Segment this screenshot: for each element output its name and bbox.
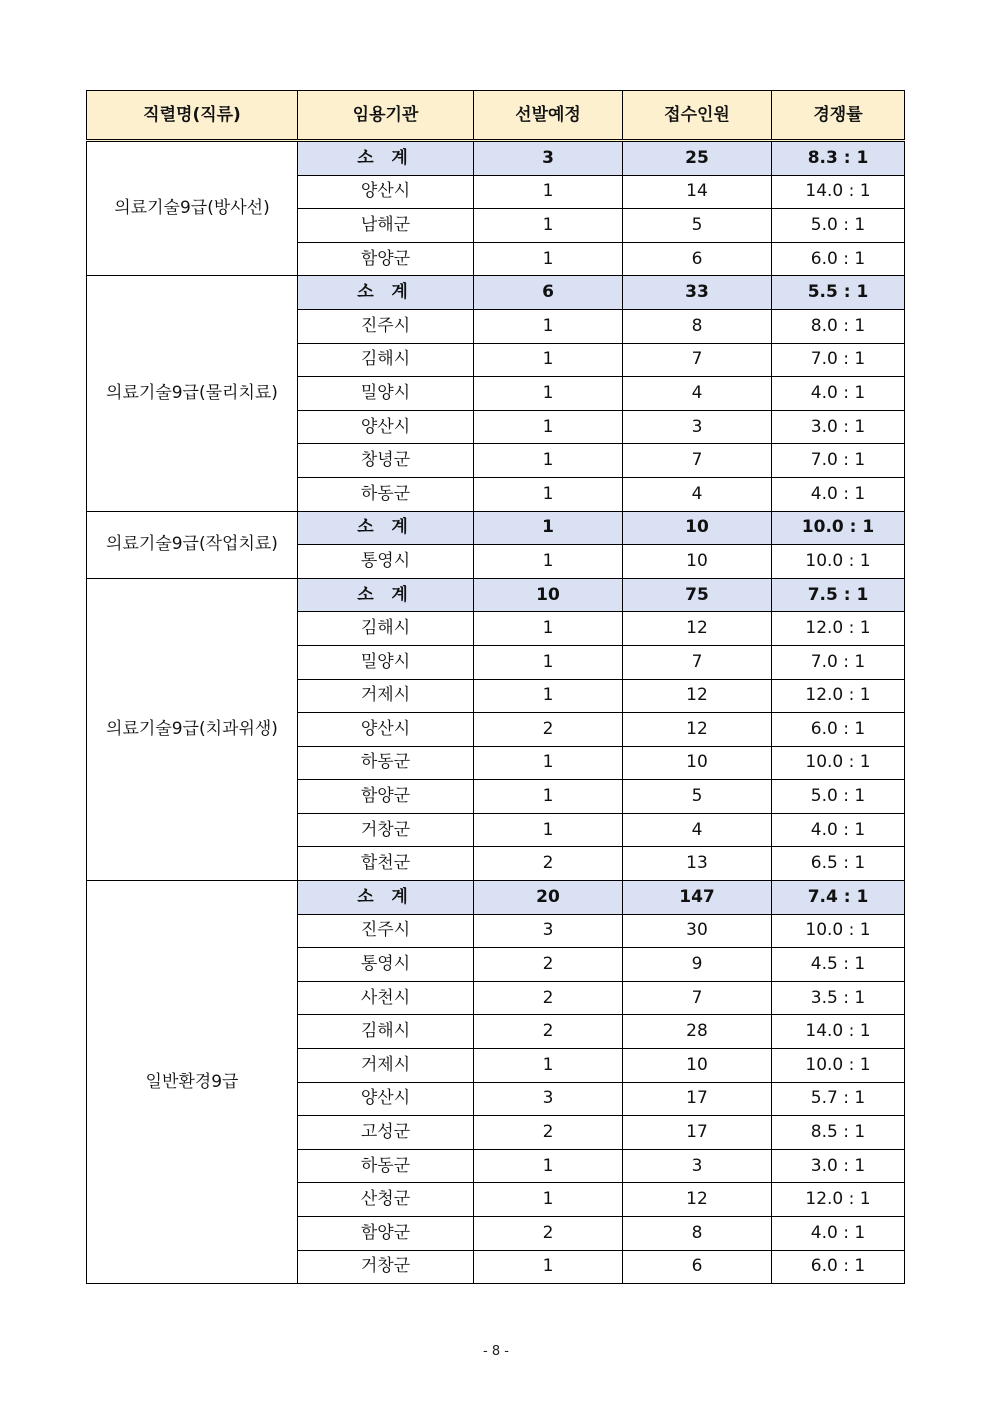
ratio-cell: 3.0 : 1 (772, 410, 905, 444)
subtotal-row (87, 578, 905, 612)
agency-cell: 양산시 (298, 713, 474, 747)
page-number: - 8 - (483, 1344, 509, 1359)
planned-cell: 1 (474, 209, 623, 243)
planned-cell: 1 (474, 1149, 623, 1183)
applicants-cell: 4 (623, 813, 772, 847)
ratio-cell: 12.0 : 1 (772, 1183, 905, 1217)
planned-cell: 1 (474, 746, 623, 780)
planned-cell: 1 (474, 1250, 623, 1284)
agency-cell: 합천군 (298, 847, 474, 881)
planned-cell: 1 (474, 545, 623, 579)
planned-cell: 3 (474, 914, 623, 948)
agency-cell: 소 계 (298, 141, 474, 176)
planned-cell: 3 (474, 1082, 623, 1116)
ratio-cell: 5.5 : 1 (772, 276, 905, 310)
applicants-cell: 30 (623, 914, 772, 948)
header-planned: 선발예정 (474, 91, 623, 141)
table-body (87, 141, 905, 1284)
applicants-cell: 75 (623, 578, 772, 612)
agency-cell: 하동군 (298, 477, 474, 511)
ratio-cell: 7.0 : 1 (772, 343, 905, 377)
applicants-cell: 6 (623, 1250, 772, 1284)
applicants-cell: 8 (623, 1217, 772, 1251)
agency-cell: 소 계 (298, 276, 474, 310)
header-ratio: 경쟁률 (772, 91, 905, 141)
ratio-cell: 14.0 : 1 (772, 1015, 905, 1049)
ratio-cell: 4.0 : 1 (772, 477, 905, 511)
agency-cell: 함양군 (298, 1217, 474, 1251)
planned-cell: 1 (474, 377, 623, 411)
agency-cell: 사천시 (298, 981, 474, 1015)
applicants-cell: 4 (623, 477, 772, 511)
ratio-cell: 14.0 : 1 (772, 175, 905, 209)
table-header-row (87, 91, 905, 141)
ratio-cell: 5.0 : 1 (772, 209, 905, 243)
ratio-cell: 10.0 : 1 (772, 1049, 905, 1083)
agency-cell: 거창군 (298, 1250, 474, 1284)
applicants-cell: 7 (623, 444, 772, 478)
ratio-cell: 7.5 : 1 (772, 578, 905, 612)
planned-cell: 1 (474, 175, 623, 209)
agency-cell: 양산시 (298, 410, 474, 444)
applicants-cell: 10 (623, 746, 772, 780)
agency-cell: 고성군 (298, 1116, 474, 1150)
applicants-cell: 8 (623, 309, 772, 343)
subtotal-row (87, 881, 905, 915)
planned-cell: 1 (474, 1049, 623, 1083)
planned-cell: 2 (474, 981, 623, 1015)
position-name-cell: 일반환경9급 (87, 881, 298, 1284)
planned-cell: 1 (474, 645, 623, 679)
applicants-cell: 4 (623, 377, 772, 411)
planned-cell: 2 (474, 1116, 623, 1150)
ratio-cell: 8.5 : 1 (772, 1116, 905, 1150)
subtotal-row (87, 141, 905, 176)
ratio-cell: 5.0 : 1 (772, 780, 905, 814)
position-name-cell: 의료기술9급(물리치료) (87, 276, 298, 511)
planned-cell: 1 (474, 343, 623, 377)
planned-cell: 1 (474, 309, 623, 343)
planned-cell: 10 (474, 578, 623, 612)
recruitment-table (86, 90, 905, 1284)
agency-cell: 거제시 (298, 1049, 474, 1083)
planned-cell: 2 (474, 713, 623, 747)
ratio-cell: 10.0 : 1 (772, 914, 905, 948)
applicants-cell: 7 (623, 645, 772, 679)
planned-cell: 3 (474, 141, 623, 176)
planned-cell: 1 (474, 242, 623, 276)
agency-cell: 함양군 (298, 780, 474, 814)
planned-cell: 1 (474, 410, 623, 444)
planned-cell: 1 (474, 1183, 623, 1217)
planned-cell: 1 (474, 477, 623, 511)
agency-cell: 김해시 (298, 343, 474, 377)
planned-cell: 2 (474, 1217, 623, 1251)
ratio-cell: 5.7 : 1 (772, 1082, 905, 1116)
agency-cell: 창녕군 (298, 444, 474, 478)
agency-cell: 소 계 (298, 578, 474, 612)
agency-cell: 양산시 (298, 1082, 474, 1116)
agency-cell: 통영시 (298, 948, 474, 982)
applicants-cell: 10 (623, 1049, 772, 1083)
planned-cell: 2 (474, 948, 623, 982)
applicants-cell: 9 (623, 948, 772, 982)
ratio-cell: 6.0 : 1 (772, 242, 905, 276)
planned-cell: 1 (474, 780, 623, 814)
applicants-cell: 10 (623, 511, 772, 545)
position-name-cell: 의료기술9급(방사선) (87, 141, 298, 276)
agency-cell: 하동군 (298, 746, 474, 780)
ratio-cell: 3.5 : 1 (772, 981, 905, 1015)
header-agency: 임용기관 (298, 91, 474, 141)
position-name-cell: 의료기술9급(작업치료) (87, 511, 298, 578)
ratio-cell: 4.0 : 1 (772, 1217, 905, 1251)
ratio-cell: 8.0 : 1 (772, 309, 905, 343)
planned-cell: 1 (474, 679, 623, 713)
ratio-cell: 3.0 : 1 (772, 1149, 905, 1183)
agency-cell: 거제시 (298, 679, 474, 713)
agency-cell: 함양군 (298, 242, 474, 276)
planned-cell: 20 (474, 881, 623, 915)
applicants-cell: 6 (623, 242, 772, 276)
applicants-cell: 17 (623, 1082, 772, 1116)
ratio-cell: 12.0 : 1 (772, 612, 905, 646)
applicants-cell: 7 (623, 343, 772, 377)
ratio-cell: 6.5 : 1 (772, 847, 905, 881)
position-name-cell: 의료기술9급(치과위생) (87, 578, 298, 880)
agency-cell: 거창군 (298, 813, 474, 847)
agency-cell: 밀양시 (298, 645, 474, 679)
planned-cell: 1 (474, 511, 623, 545)
planned-cell: 1 (474, 813, 623, 847)
ratio-cell: 7.0 : 1 (772, 444, 905, 478)
ratio-cell: 10.0 : 1 (772, 511, 905, 545)
ratio-cell: 4.5 : 1 (772, 948, 905, 982)
agency-cell: 양산시 (298, 175, 474, 209)
ratio-cell: 7.0 : 1 (772, 645, 905, 679)
applicants-cell: 12 (623, 679, 772, 713)
applicants-cell: 12 (623, 1183, 772, 1217)
ratio-cell: 12.0 : 1 (772, 679, 905, 713)
applicants-cell: 5 (623, 780, 772, 814)
agency-cell: 김해시 (298, 612, 474, 646)
applicants-cell: 7 (623, 981, 772, 1015)
applicants-cell: 12 (623, 713, 772, 747)
agency-cell: 진주시 (298, 309, 474, 343)
agency-cell: 하동군 (298, 1149, 474, 1183)
planned-cell: 6 (474, 276, 623, 310)
applicants-cell: 14 (623, 175, 772, 209)
planned-cell: 2 (474, 847, 623, 881)
applicants-cell: 13 (623, 847, 772, 881)
applicants-cell: 33 (623, 276, 772, 310)
applicants-cell: 25 (623, 141, 772, 176)
planned-cell: 1 (474, 444, 623, 478)
agency-cell: 통영시 (298, 545, 474, 579)
applicants-cell: 17 (623, 1116, 772, 1150)
ratio-cell: 4.0 : 1 (772, 813, 905, 847)
ratio-cell: 6.0 : 1 (772, 713, 905, 747)
ratio-cell: 7.4 : 1 (772, 881, 905, 915)
applicants-cell: 3 (623, 410, 772, 444)
ratio-cell: 10.0 : 1 (772, 746, 905, 780)
applicants-cell: 12 (623, 612, 772, 646)
ratio-cell: 6.0 : 1 (772, 1250, 905, 1284)
agency-cell: 김해시 (298, 1015, 474, 1049)
agency-cell: 남해군 (298, 209, 474, 243)
applicants-cell: 5 (623, 209, 772, 243)
subtotal-row (87, 276, 905, 310)
ratio-cell: 10.0 : 1 (772, 545, 905, 579)
agency-cell: 진주시 (298, 914, 474, 948)
planned-cell: 1 (474, 612, 623, 646)
agency-cell: 소 계 (298, 511, 474, 545)
applicants-cell: 28 (623, 1015, 772, 1049)
subtotal-row (87, 511, 905, 545)
ratio-cell: 4.0 : 1 (772, 377, 905, 411)
header-position: 직렬명(직류) (87, 91, 298, 141)
applicants-cell: 147 (623, 881, 772, 915)
agency-cell: 산청군 (298, 1183, 474, 1217)
agency-cell: 밀양시 (298, 377, 474, 411)
applicants-cell: 10 (623, 545, 772, 579)
applicants-cell: 3 (623, 1149, 772, 1183)
header-applicants: 접수인원 (623, 91, 772, 141)
planned-cell: 2 (474, 1015, 623, 1049)
agency-cell: 소 계 (298, 881, 474, 915)
ratio-cell: 8.3 : 1 (772, 141, 905, 176)
